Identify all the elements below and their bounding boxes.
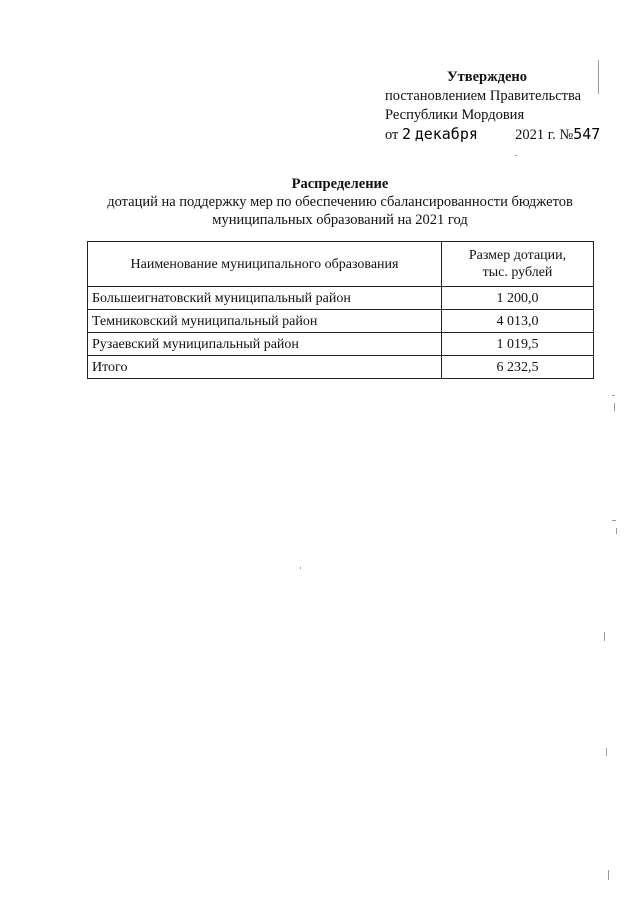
table-total-row <box>88 356 594 379</box>
table-row <box>88 310 594 333</box>
approval-line-1: постановлением Правительства <box>385 88 582 104</box>
total-value: 6 232,5 <box>442 356 594 379</box>
row-name: Рузаевский муниципальный район <box>88 333 442 356</box>
row-name: Темниковский муниципальный район <box>88 310 442 333</box>
table-row <box>88 333 594 356</box>
header-value-line-1: Размер дотации, <box>468 248 567 263</box>
header-value <box>442 242 594 287</box>
document-heading <box>80 175 600 229</box>
table-header-row <box>88 242 594 287</box>
row-name: Большеигнатовский муниципальный район <box>88 287 442 310</box>
distribution-table <box>87 241 594 379</box>
table-row <box>88 287 594 310</box>
handwritten-month: декабря <box>414 125 478 143</box>
header-name: Наименование муниципального образования <box>88 242 442 287</box>
number-sign: № <box>559 127 574 143</box>
heading-line-1: дотаций на поддержку мер по обеспечению сбалансированности бюджетов <box>107 194 573 210</box>
approval-title: Утверждено <box>447 69 527 85</box>
approval-line-2: Республики Мордовия <box>385 107 525 123</box>
handwritten-number: 547 <box>573 125 601 143</box>
row-value: 1 019,5 <box>442 333 594 356</box>
approval-block <box>385 68 600 145</box>
total-label: Итого <box>88 356 442 379</box>
row-value: 1 200,0 <box>442 287 594 310</box>
date-prefix: от <box>385 127 399 143</box>
heading-title: Распределение <box>291 176 389 192</box>
row-value: 4 013,0 <box>442 310 594 333</box>
heading-line-2: муниципальных образований на 2021 год <box>212 212 468 228</box>
approval-date-line <box>385 125 600 145</box>
handwritten-day: 2 <box>402 125 412 143</box>
date-year: 2021 г. <box>515 127 556 143</box>
header-value-line-2: тыс. рублей <box>482 265 553 280</box>
